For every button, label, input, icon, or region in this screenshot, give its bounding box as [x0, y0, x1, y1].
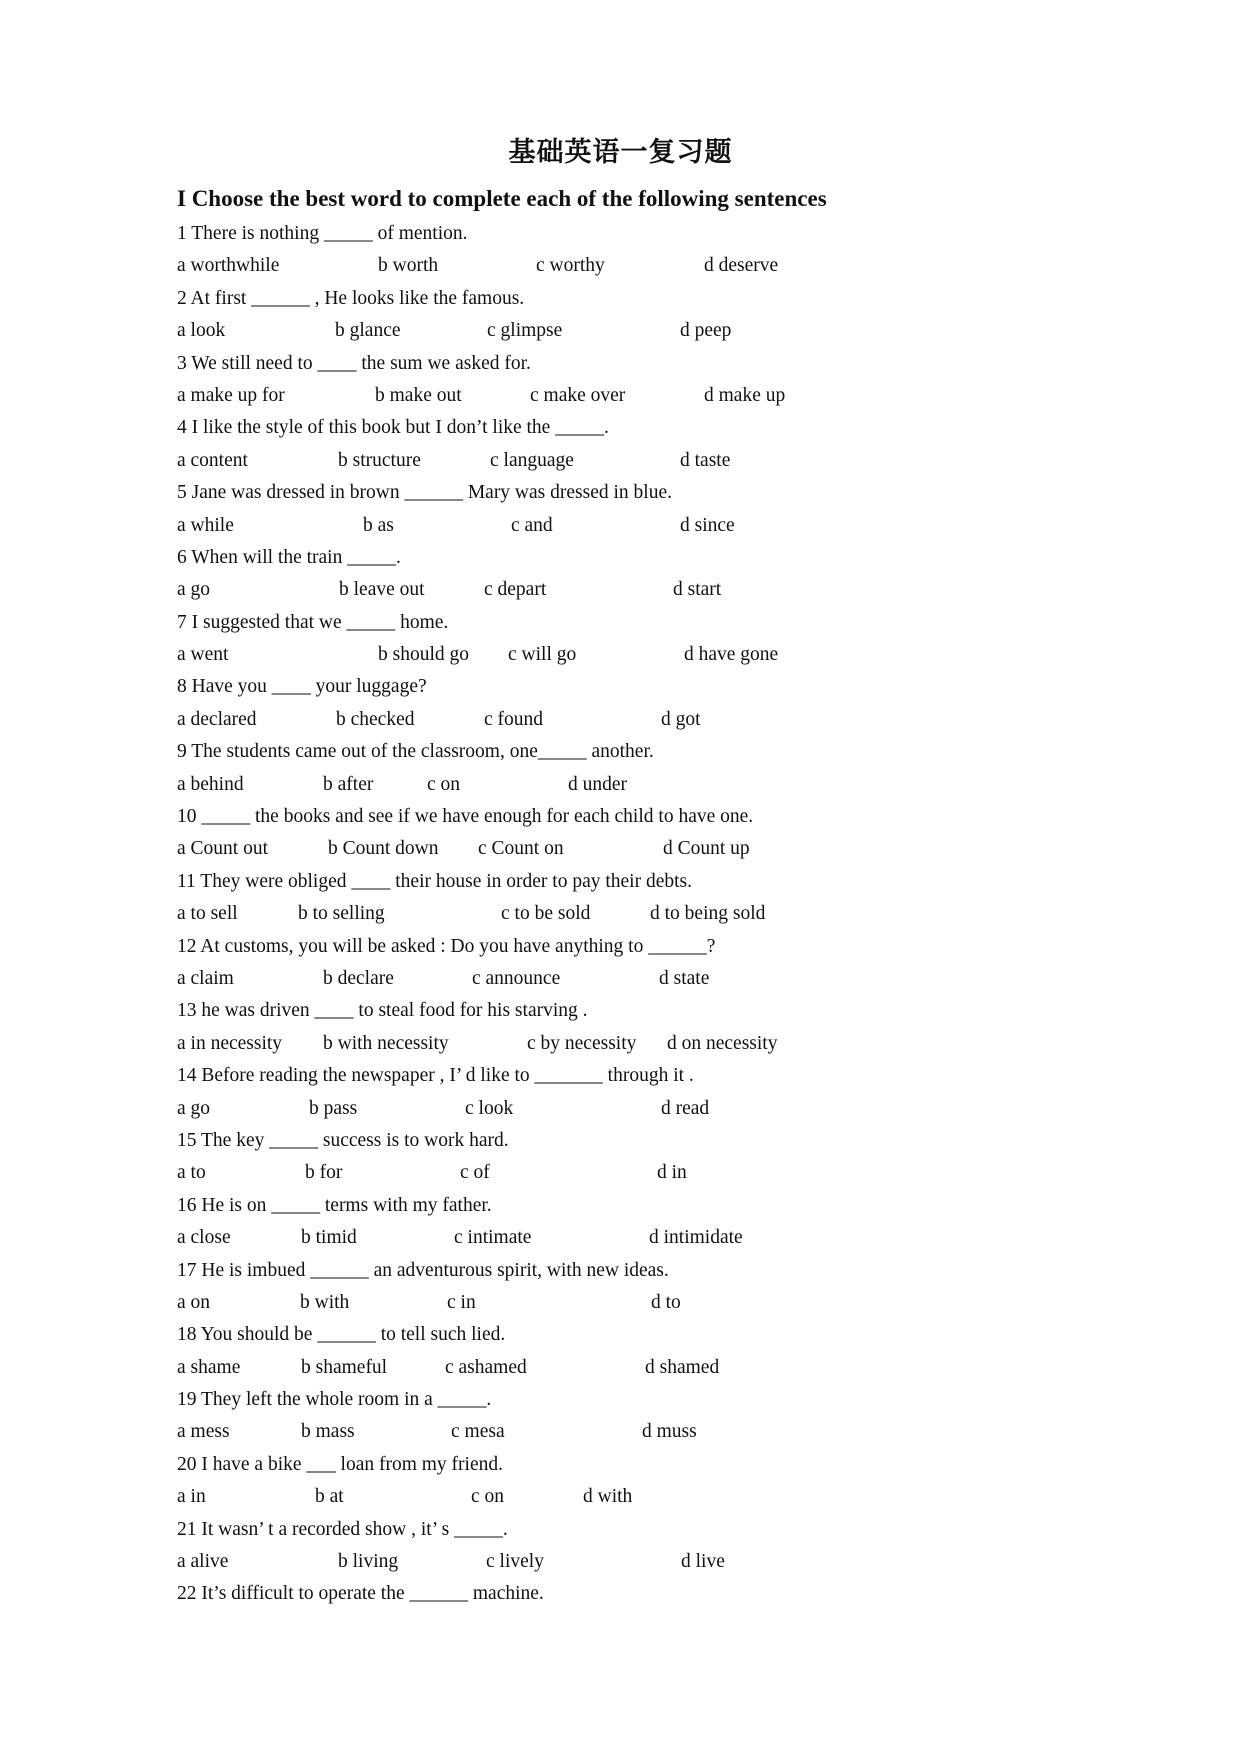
answer-option-c: c intimate — [454, 1227, 532, 1249]
answer-option-d: d live — [681, 1551, 725, 1573]
answer-option-b: b make out — [375, 384, 462, 406]
answer-options — [177, 963, 1177, 995]
answer-options — [177, 1546, 1177, 1578]
answer-option-b: b timid — [301, 1227, 357, 1249]
answer-option-c: c worthy — [536, 255, 605, 277]
question-stem: 13 he was driven ____ to steal food for his starving . — [177, 1000, 588, 1022]
answer-options — [177, 898, 1177, 930]
answer-option-a: a make up for — [177, 384, 285, 406]
answer-option-b: b at — [315, 1486, 344, 1508]
question-stem: 4 I like the style of this book but I don’t like the _____. — [177, 417, 609, 439]
answer-option-d: d peep — [680, 320, 732, 342]
answer-options — [177, 1157, 1177, 1189]
answer-option-b: b with — [300, 1291, 350, 1313]
answer-options — [177, 315, 1177, 347]
answer-option-d: d intimidate — [649, 1227, 743, 1249]
question-list — [177, 218, 1177, 1611]
answer-options — [177, 1352, 1177, 1384]
answer-option-b: b declare — [323, 967, 394, 989]
answer-options — [177, 250, 1177, 282]
answer-option-a: a on — [177, 1291, 211, 1313]
answer-option-c: c on — [471, 1486, 505, 1508]
answer-option-d: d to — [651, 1291, 681, 1313]
question-stem: 15 The key _____ success is to work hard. — [177, 1129, 509, 1151]
answer-option-b: b to selling — [298, 903, 385, 925]
answer-option-a: a look — [177, 320, 226, 342]
question-stem: 10 _____ the books and see if we have enough for each child to have one. — [177, 806, 754, 828]
answer-options — [177, 510, 1177, 542]
answer-options — [177, 445, 1177, 477]
answer-option-a: a to — [177, 1162, 206, 1184]
answer-option-d: d in — [657, 1162, 687, 1184]
answer-options — [177, 769, 1177, 801]
answer-option-d: d deserve — [704, 255, 779, 277]
answer-option-d: d muss — [642, 1421, 697, 1443]
answer-option-b: b living — [338, 1551, 399, 1573]
answer-option-b: b after — [323, 773, 374, 795]
question-stem: 14 Before reading the newspaper , I’ d like to _______ through it . — [177, 1065, 694, 1087]
answer-option-b: b glance — [335, 320, 401, 342]
answer-options — [177, 380, 1177, 412]
answer-option-b: b worth — [378, 255, 439, 277]
answer-option-a: a go — [177, 579, 211, 601]
answer-option-d: d make up — [704, 384, 786, 406]
answer-option-d: d Count up — [663, 838, 750, 860]
answer-option-b: b pass — [309, 1097, 358, 1119]
answer-option-a: a close — [177, 1227, 231, 1249]
answer-options — [177, 1287, 1177, 1319]
answer-option-a: a declared — [177, 708, 257, 730]
answer-option-c: c on — [427, 773, 461, 795]
answer-option-a: a while — [177, 514, 234, 536]
answer-option-c: c glimpse — [487, 320, 563, 342]
answer-option-b: b should go — [378, 644, 470, 666]
question-stem: 19 They left the whole room in a _____. — [177, 1389, 492, 1411]
answer-option-b: b mass — [301, 1421, 355, 1443]
question-stem: 1 There is nothing _____ of mention. — [177, 223, 468, 244]
answer-option-d: d since — [680, 514, 735, 536]
answer-option-c: c make over — [530, 384, 626, 406]
answer-option-a: a to sell — [177, 903, 238, 925]
question-stem: 12 At customs, you will be asked : Do you have anything to ______? — [177, 935, 716, 957]
answer-option-c: c language — [490, 449, 574, 471]
answer-options — [177, 704, 1177, 736]
answer-option-d: d under — [568, 773, 628, 795]
question-stem: 6 When will the train _____. — [177, 546, 401, 568]
answer-option-a: a alive — [177, 1551, 229, 1573]
answer-option-c: c in — [447, 1291, 476, 1313]
answer-option-d: d shamed — [645, 1356, 720, 1378]
answer-option-b: b Count down — [328, 838, 439, 860]
answer-option-a: a mess — [177, 1421, 230, 1443]
answer-options — [177, 1416, 1177, 1448]
answer-option-a: a worthwhile — [177, 255, 280, 277]
answer-option-a: a went — [177, 644, 229, 666]
answer-option-c: c Count on — [478, 838, 564, 860]
question-stem: 9 The students came out of the classroom, one_____ another. — [177, 741, 654, 763]
answer-option-c: c ashamed — [445, 1356, 527, 1378]
question-stem: 16 He is on _____ terms with my father. — [177, 1194, 492, 1216]
answer-option-a: a claim — [177, 967, 234, 989]
answer-option-b: b shameful — [301, 1356, 388, 1378]
answer-option-d: d to being sold — [650, 903, 766, 925]
question-stem: 8 Have you ____ your luggage? — [177, 676, 427, 698]
answer-option-c: c and — [511, 514, 553, 536]
answer-option-a: a content — [177, 449, 248, 471]
answer-option-d: d on necessity — [667, 1032, 778, 1054]
section-heading: I Choose the best word to complete each of the following sentences — [177, 186, 827, 211]
document-title: 基础英语一复习题 — [508, 137, 733, 168]
answer-option-a: a Count out — [177, 838, 268, 860]
answer-option-c: c found — [484, 708, 544, 730]
answer-option-d: d got — [661, 708, 701, 730]
answer-options — [177, 639, 1177, 671]
answer-option-a: a behind — [177, 773, 244, 795]
question-stem: 22 It’s difficult to operate the ______ machine. — [177, 1583, 544, 1605]
answer-option-b: b for — [305, 1162, 343, 1184]
question-stem: 18 You should be ______ to tell such lied. — [177, 1324, 506, 1346]
answer-option-c: c by necessity — [527, 1032, 637, 1054]
answer-option-c: c look — [465, 1097, 514, 1119]
answer-options — [177, 1093, 1177, 1125]
answer-option-c: c lively — [486, 1551, 544, 1573]
answer-option-c: c will go — [508, 644, 577, 666]
answer-options — [177, 1028, 1177, 1060]
question-stem: 7 I suggested that we _____ home. — [177, 611, 449, 633]
answer-option-d: d state — [659, 967, 710, 989]
answer-option-c: c depart — [484, 579, 547, 601]
answer-option-b: b leave out — [339, 579, 425, 601]
answer-option-d: d read — [661, 1097, 710, 1119]
question-stem: 20 I have a bike ___ loan from my friend. — [177, 1453, 503, 1475]
answer-options — [177, 574, 1177, 606]
answer-option-c: c mesa — [451, 1421, 505, 1443]
answer-option-d: d with — [583, 1486, 633, 1508]
answer-options — [177, 1481, 1177, 1513]
answer-option-b: b checked — [336, 708, 415, 730]
answer-option-b: b as — [363, 514, 394, 536]
answer-option-d: d taste — [680, 449, 731, 471]
question-stem: 11 They were obliged ____ their house in order to pay their debts. — [177, 870, 692, 892]
answer-option-d: d have gone — [684, 644, 779, 666]
answer-option-a: a in necessity — [177, 1032, 283, 1054]
answer-option-c: c of — [460, 1162, 490, 1184]
answer-option-a: a in — [177, 1486, 206, 1508]
answer-option-d: d start — [673, 579, 722, 601]
question-stem: 5 Jane was dressed in brown ______ Mary was dressed in blue. — [177, 482, 672, 504]
answer-option-a: a go — [177, 1097, 211, 1119]
answer-option-b: b structure — [338, 449, 421, 471]
answer-options — [177, 1222, 1177, 1254]
answer-option-b: b with necessity — [323, 1032, 449, 1054]
question-stem: 17 He is imbued ______ an adventurous spirit, with new ideas. — [177, 1259, 669, 1281]
answer-option-a: a shame — [177, 1356, 241, 1378]
question-stem: 2 At first ______ , He looks like the famous. — [177, 287, 525, 309]
answer-options — [177, 833, 1177, 865]
question-stem: 21 It wasn’ t a recorded show , it’ s _____. — [177, 1518, 508, 1540]
answer-option-c: c to be sold — [501, 903, 591, 925]
question-stem: 3 We still need to ____ the sum we asked for. — [177, 352, 531, 374]
answer-option-c: c announce — [472, 967, 561, 989]
